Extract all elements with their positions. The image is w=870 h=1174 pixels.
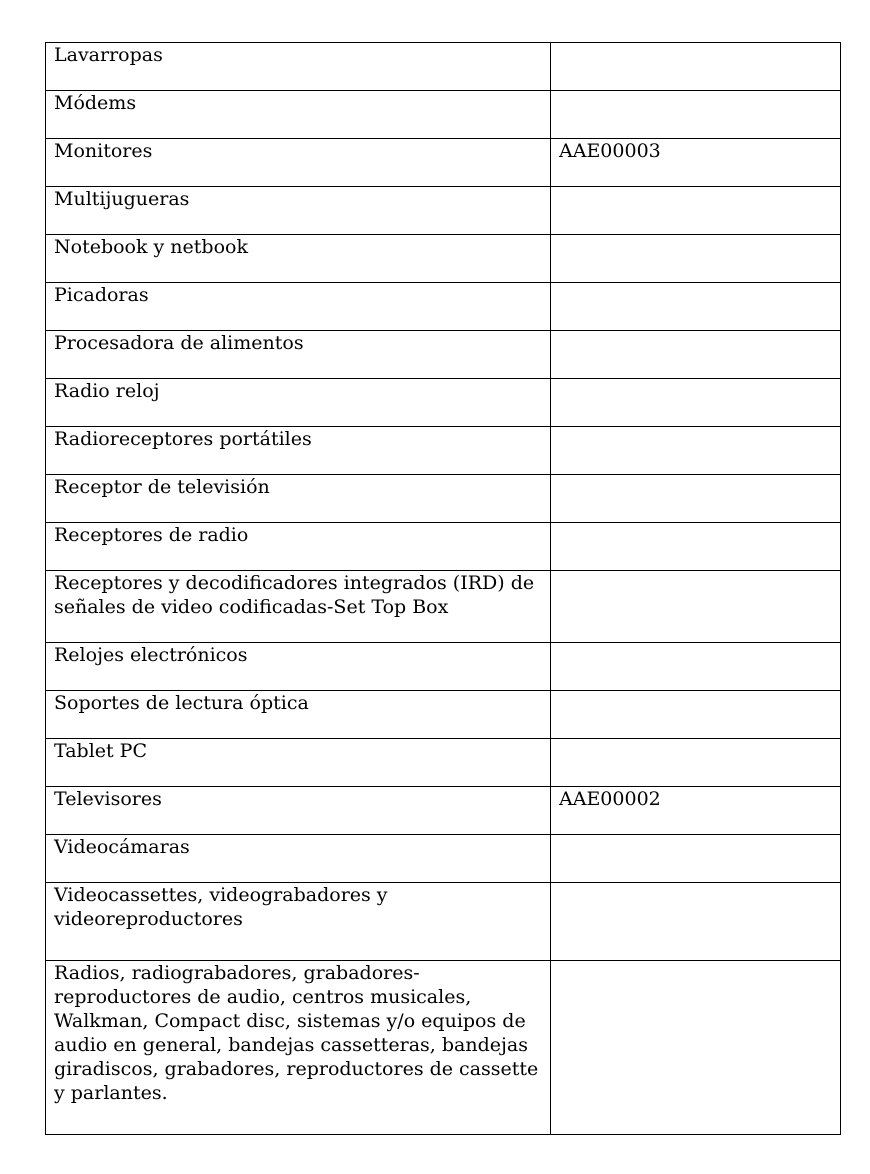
table-row [46,961,841,1135]
product-cell [46,883,551,961]
product-cell [46,523,551,571]
code-cell [551,787,841,835]
product-name: Relojes electrónicos [54,644,248,666]
code-cell [551,523,841,571]
code-cell [551,475,841,523]
table-row [46,835,841,883]
code-cell [551,91,841,139]
table-row [46,787,841,835]
table-row [46,571,841,643]
product-code: AAE00002 [559,788,661,810]
code-cell [551,961,841,1135]
product-cell [46,571,551,643]
code-cell [551,187,841,235]
table-row [46,883,841,961]
table-row [46,523,841,571]
code-cell [551,883,841,961]
code-cell [551,643,841,691]
product-name: Receptor de televisión [54,476,270,498]
product-name: Monitores [54,140,153,162]
table-row [46,427,841,475]
table-row [46,691,841,739]
table-row [46,643,841,691]
code-cell [551,427,841,475]
code-cell [551,331,841,379]
product-name: Videocassettes, videograbadores y videoreproductores [54,884,388,930]
product-name: Televisores [54,788,162,810]
table-row [46,187,841,235]
product-name: Receptores y decodificadores integrados (IRD) de señales de video codificadas-Set Top Box [54,572,535,618]
product-cell [46,139,551,187]
product-name: Notebook y netbook [54,236,248,258]
product-cell [46,739,551,787]
product-name: Lavarropas [54,44,163,66]
product-cell [46,835,551,883]
code-cell [551,691,841,739]
product-table [45,42,841,1135]
product-name: Receptores de radio [54,524,249,546]
code-cell [551,43,841,91]
table-row [46,475,841,523]
product-name: Radioreceptores portátiles [54,428,312,450]
product-cell [46,427,551,475]
product-cell [46,283,551,331]
product-cell [46,331,551,379]
table-row [46,379,841,427]
product-name: Soportes de lectura óptica [54,692,309,714]
product-cell [46,475,551,523]
product-name: Picadoras [54,284,149,306]
product-cell [46,91,551,139]
product-cell [46,235,551,283]
table-row [46,283,841,331]
product-name: Radio reloj [54,380,160,402]
code-cell [551,835,841,883]
code-cell [551,571,841,643]
product-cell [46,787,551,835]
table-row [46,91,841,139]
product-name: Radios, radiograbadores, grabadores-reproductores de audio, centros musicales, Walkman, Compact disc, sistemas y/o equipos de audio en general, bandejas cassetteras, bandejas giradiscos, grabadores, reproductores de cassette y parlantes. [54,962,539,1104]
product-cell [46,379,551,427]
code-cell [551,379,841,427]
product-cell [46,43,551,91]
code-cell [551,739,841,787]
table-row [46,43,841,91]
product-cell [46,643,551,691]
table-row [46,739,841,787]
code-cell [551,283,841,331]
table-row [46,331,841,379]
product-name: Procesadora de alimentos [54,332,304,354]
table-row [46,139,841,187]
product-name: Videocámaras [54,836,190,858]
product-cell [46,691,551,739]
product-cell [46,187,551,235]
code-cell [551,139,841,187]
table-row [46,235,841,283]
code-cell [551,235,841,283]
product-name: Tablet PC [54,740,148,762]
product-name: Módems [54,92,137,114]
product-name: Multijugueras [54,188,190,210]
product-code: AAE00003 [559,140,661,162]
product-cell [46,961,551,1135]
